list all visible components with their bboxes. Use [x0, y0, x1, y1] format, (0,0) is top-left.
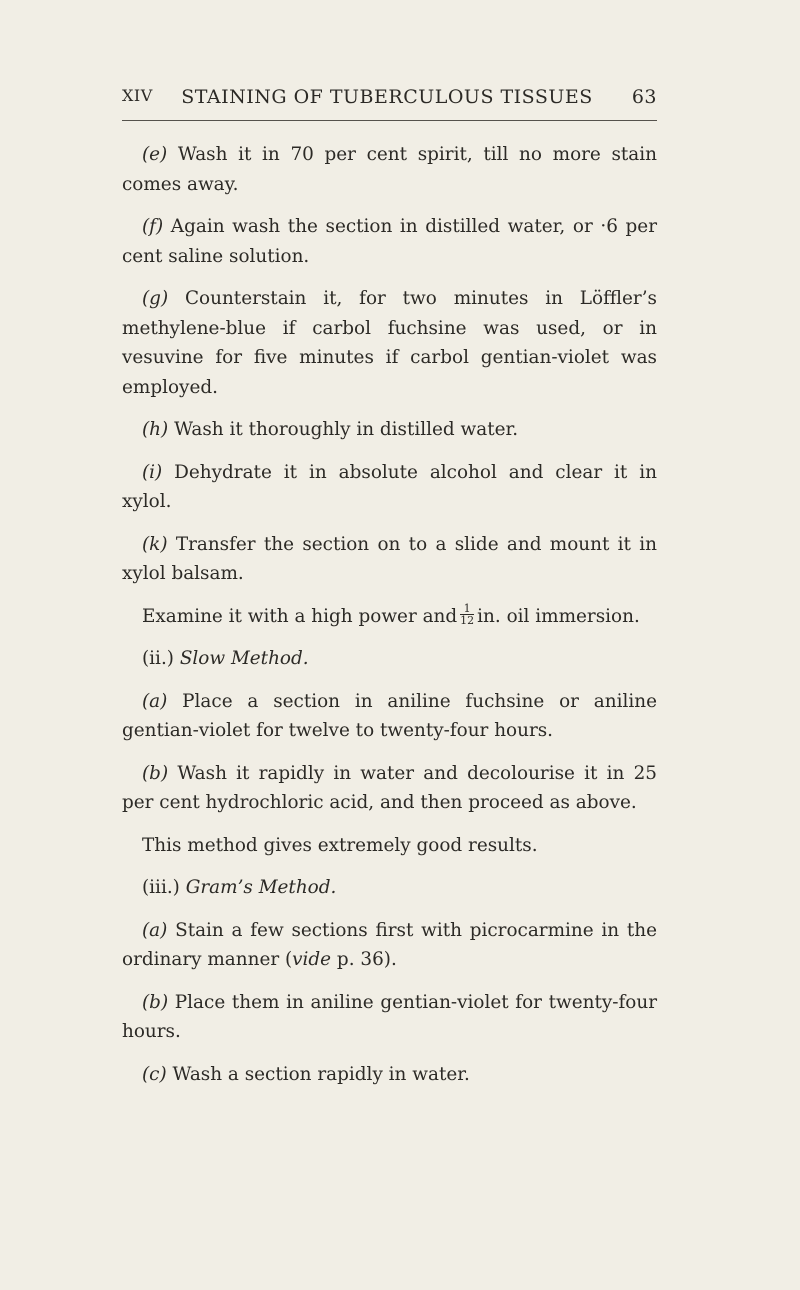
step-marker: (k)	[142, 533, 168, 555]
step-text: Dehydrate it in absolute alcohol and clear it in xylol.	[122, 461, 657, 512]
step-marker: (h)	[142, 419, 169, 440]
grams-step-a	[122, 916, 657, 975]
step-text: Wash it rapidly in water and decolourise it in 25 per cent hydrochloric acid, and then proceed as above.	[122, 762, 657, 813]
header-rule	[122, 120, 657, 121]
body-text	[122, 140, 657, 1102]
section-title: Gram’s Method.	[185, 877, 337, 898]
step-text: Again wash the section in distilled water, or ·6 per cent saline solution.	[122, 216, 657, 267]
slow-method-note: This method gives extremely good results.	[142, 834, 538, 856]
step-text: Place a section in aniline fuchsine or aniline gentian-violet for twelve to twenty-four hours.	[122, 690, 657, 741]
slow-step-b	[122, 759, 657, 818]
step-f	[122, 212, 657, 271]
examine-after: in. oil immersion.	[477, 605, 640, 627]
step-text: Wash it in 70 per cent spirit, till no more stain comes away.	[122, 144, 657, 195]
section-numeral: (iii.)	[142, 877, 180, 898]
section-title: Slow Method.	[179, 648, 309, 669]
step-marker: (c)	[142, 1063, 167, 1085]
step-text: Transfer the section on to a slide and mount it in xylol balsam.	[122, 533, 657, 584]
step-text: Wash a section rapidly in water.	[172, 1063, 470, 1085]
step-text: Wash it thoroughly in distilled water.	[174, 419, 519, 440]
step-marker: (e)	[142, 144, 168, 165]
step-marker: (b)	[142, 991, 169, 1013]
running-head	[122, 86, 657, 112]
section-numeral: (ii.)	[142, 648, 174, 669]
step-marker: (a)	[142, 919, 168, 941]
step-i	[122, 458, 657, 517]
step-text: Counterstain it, for two minutes in Löffler’s methylene-blue if carbol fuchsine was used, or in vesuvine for five minutes if carbol gentian-violet was employed.	[122, 288, 657, 398]
step-marker: (g)	[142, 288, 169, 309]
fraction-denominator: 12	[460, 614, 475, 627]
examine-note	[142, 602, 657, 632]
slow-step-a	[122, 687, 657, 746]
step-marker: (a)	[142, 690, 168, 712]
step-h	[122, 415, 657, 445]
step-marker: (b)	[142, 762, 169, 784]
step-k	[122, 530, 657, 589]
grams-step-c	[122, 1060, 657, 1090]
step-text: Place them in aniline gentian-violet for twenty-four hours.	[122, 991, 657, 1042]
step-text-after: p. 36).	[331, 949, 397, 970]
examine-before: Examine it with a high power and	[142, 605, 458, 627]
step-marker: (i)	[142, 461, 163, 483]
fraction-numerator: 1	[460, 603, 474, 615]
step-marker: (f)	[142, 216, 164, 237]
chapter-number: XIV	[122, 86, 153, 105]
step-g	[122, 284, 657, 402]
fraction	[460, 603, 474, 626]
step-e	[122, 140, 657, 199]
page-number: 63	[631, 86, 657, 108]
vide-word: vide	[292, 949, 332, 970]
step-text-before: Stain a few sections first with picrocarmine in the ordinary manner (	[122, 919, 657, 970]
slow-method-heading	[122, 644, 657, 674]
running-title: STAINING OF TUBERCULOUS TISSUES	[181, 86, 593, 108]
grams-step-b	[122, 988, 657, 1047]
grams-method-heading	[122, 873, 657, 903]
